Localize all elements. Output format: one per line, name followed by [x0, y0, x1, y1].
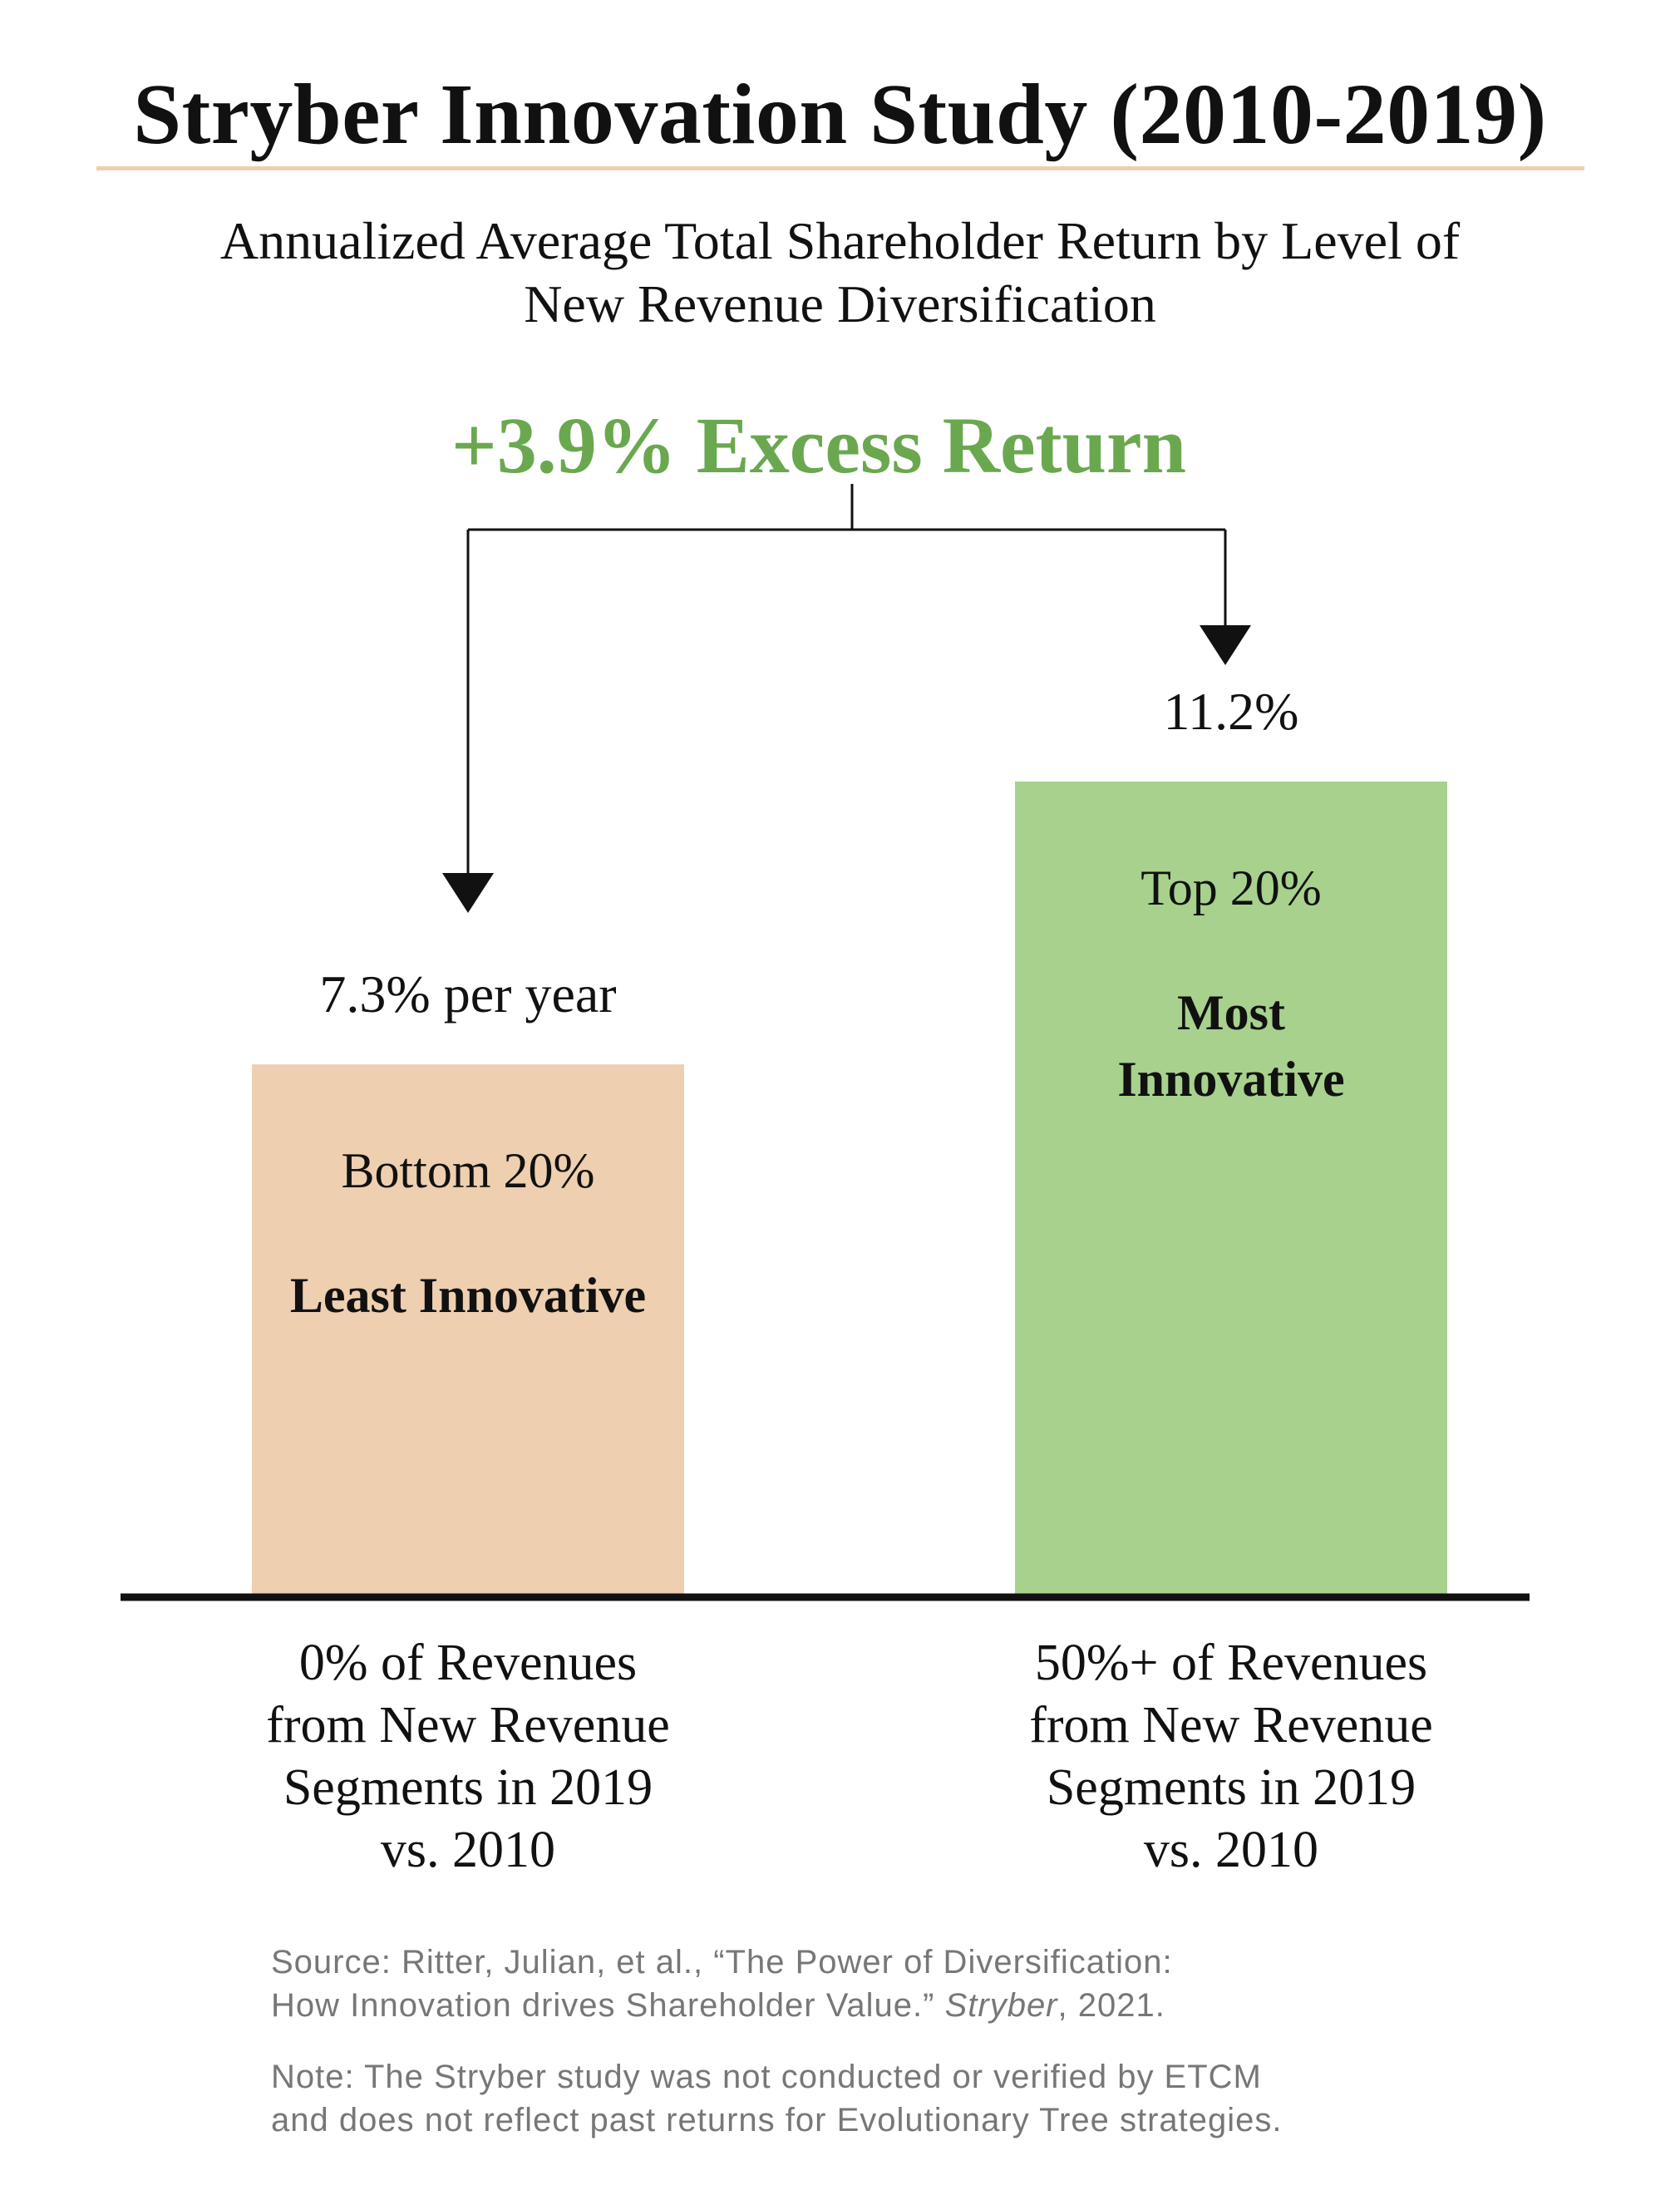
bar-name-label-top-0: Most [1177, 985, 1285, 1040]
value-label-top: 11.2% [1163, 682, 1299, 741]
source-publisher: Stryber [944, 1987, 1058, 2024]
note-line-1: Note: The Stryber study was not conducted or verified by ETCM [271, 2059, 1262, 2095]
bar-name-label-top-1: Innovative [1117, 1052, 1345, 1107]
excess-return-annotation: +3.9% Excess Return [451, 401, 1186, 490]
bar-group-label-bottom: Bottom 20% [341, 1143, 595, 1199]
note-line-2: and does not reflect past returns for Evolutionary Tree strategies. [271, 2102, 1283, 2138]
bar-group-label-top: Top 20% [1141, 861, 1322, 915]
category-label-bottom-1: from New Revenue [266, 1697, 670, 1753]
category-label-top-2: Segments in 2019 [1046, 1759, 1416, 1816]
subtitle-line-1: Annualized Average Total Shareholder Return by Level of [219, 211, 1461, 270]
bar-name-label-bottom-0: Least Innovative [289, 1268, 647, 1324]
source-citation [271, 1941, 1634, 2027]
value-label-bottom: 7.3% per year [319, 964, 617, 1024]
category-label-bottom-2: Segments in 2019 [283, 1759, 653, 1816]
category-label-top-1: from New Revenue [1029, 1697, 1433, 1753]
arrow-down-right-icon [1200, 625, 1251, 665]
category-label-top-3: vs. 2010 [1143, 1822, 1319, 1878]
chart-title: Stryber Innovation Study (2010-2019) [133, 67, 1547, 162]
category-label-top-0: 50%+ of Revenues [1034, 1635, 1428, 1691]
source-line-2-text: How Innovation drives Shareholder Value.” [271, 1987, 945, 2024]
source-line-1: Source: Ritter, Julian, et al., “The Power of Diversification: [271, 1944, 1173, 1980]
source-year: , 2021. [1057, 1987, 1165, 2024]
subtitle-line-2: New Revenue Diversification [524, 274, 1156, 333]
category-label-bottom-0: 0% of Revenues [298, 1635, 638, 1691]
source-line-2 [271, 1984, 1634, 2027]
disclaimer-note [271, 2055, 1634, 2142]
arrow-down-left-icon [442, 873, 494, 913]
category-label-bottom-3: vs. 2010 [380, 1822, 556, 1878]
